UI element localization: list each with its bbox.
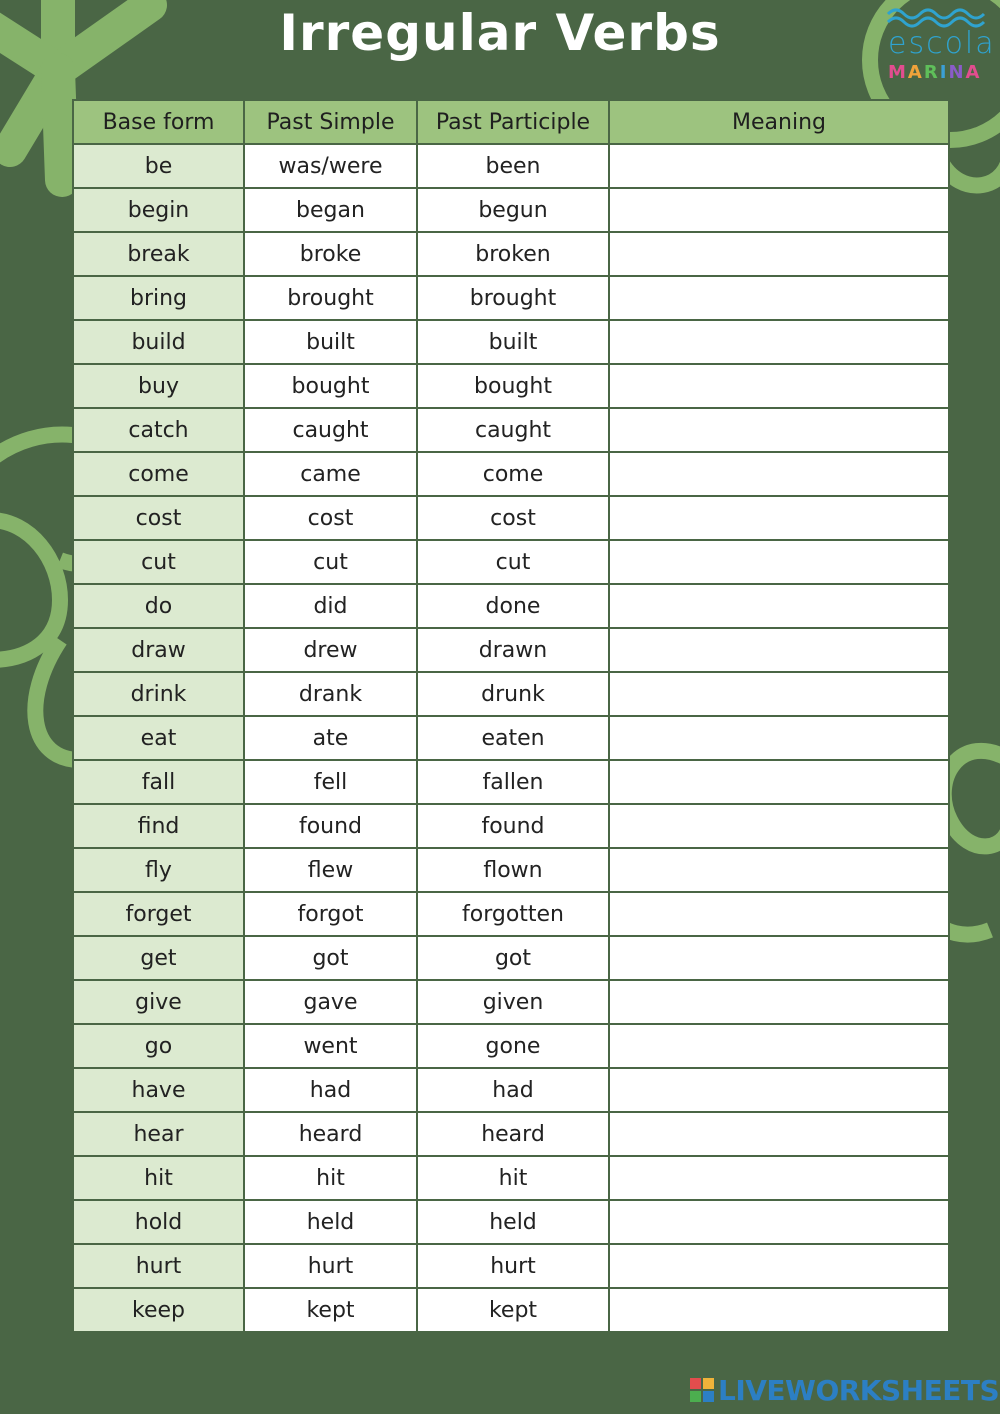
cell-meaning[interactable] bbox=[609, 892, 949, 936]
table-row bbox=[73, 1024, 949, 1068]
table-row bbox=[73, 1244, 949, 1288]
cell-past-simple: flew bbox=[244, 848, 417, 892]
table-row bbox=[73, 892, 949, 936]
cell-past-simple: cut bbox=[244, 540, 417, 584]
cell-meaning[interactable] bbox=[609, 1068, 949, 1112]
cell-past-simple: drew bbox=[244, 628, 417, 672]
cell-past-participle: heard bbox=[417, 1112, 609, 1156]
cell-base-form: cost bbox=[73, 496, 244, 540]
cell-past-participle: cost bbox=[417, 496, 609, 540]
cell-past-participle: cut bbox=[417, 540, 609, 584]
logo-word-marina bbox=[888, 62, 981, 83]
waves-icon bbox=[886, 4, 986, 28]
cell-past-simple: bought bbox=[244, 364, 417, 408]
cell-base-form: drink bbox=[73, 672, 244, 716]
cell-past-simple: broke bbox=[244, 232, 417, 276]
cell-base-form: hit bbox=[73, 1156, 244, 1200]
cell-past-simple: was/were bbox=[244, 144, 417, 188]
cell-meaning[interactable] bbox=[609, 320, 949, 364]
table-row bbox=[73, 1200, 949, 1244]
logo-letter: I bbox=[939, 62, 949, 83]
logo-letter: R bbox=[923, 62, 940, 83]
table-row bbox=[73, 1112, 949, 1156]
cell-past-participle: drawn bbox=[417, 628, 609, 672]
cell-past-participle: got bbox=[417, 936, 609, 980]
table-row bbox=[73, 408, 949, 452]
irregular-verbs-table bbox=[72, 99, 950, 1333]
cell-base-form: hear bbox=[73, 1112, 244, 1156]
table-row bbox=[73, 364, 949, 408]
escola-marina-logo bbox=[882, 4, 996, 84]
table-row bbox=[73, 672, 949, 716]
cell-meaning[interactable] bbox=[609, 716, 949, 760]
cell-past-participle: begun bbox=[417, 188, 609, 232]
table-row bbox=[73, 496, 949, 540]
table-row bbox=[73, 848, 949, 892]
cell-past-simple: ate bbox=[244, 716, 417, 760]
cell-base-form: break bbox=[73, 232, 244, 276]
cell-past-participle: forgotten bbox=[417, 892, 609, 936]
cell-past-participle: found bbox=[417, 804, 609, 848]
cell-past-simple: went bbox=[244, 1024, 417, 1068]
cell-past-participle: kept bbox=[417, 1288, 609, 1332]
cell-meaning[interactable] bbox=[609, 496, 949, 540]
cell-past-participle: given bbox=[417, 980, 609, 1024]
cell-past-simple: began bbox=[244, 188, 417, 232]
cell-past-participle: been bbox=[417, 144, 609, 188]
table-row bbox=[73, 804, 949, 848]
cell-base-form: build bbox=[73, 320, 244, 364]
cell-base-form: begin bbox=[73, 188, 244, 232]
cell-past-simple: caught bbox=[244, 408, 417, 452]
cell-meaning[interactable] bbox=[609, 232, 949, 276]
cell-base-form: forget bbox=[73, 892, 244, 936]
cell-past-participle: done bbox=[417, 584, 609, 628]
header-past-simple: Past Simple bbox=[244, 100, 417, 144]
cell-base-form: draw bbox=[73, 628, 244, 672]
cell-meaning[interactable] bbox=[609, 1156, 949, 1200]
table-row bbox=[73, 1156, 949, 1200]
cell-meaning[interactable] bbox=[609, 1112, 949, 1156]
logo-letter: N bbox=[948, 62, 966, 83]
cell-meaning[interactable] bbox=[609, 276, 949, 320]
cell-meaning[interactable] bbox=[609, 540, 949, 584]
cell-base-form: go bbox=[73, 1024, 244, 1068]
cell-meaning[interactable] bbox=[609, 408, 949, 452]
table-row bbox=[73, 936, 949, 980]
table-row bbox=[73, 320, 949, 364]
table-row bbox=[73, 540, 949, 584]
logo-block bbox=[703, 1391, 714, 1402]
cell-base-form: hold bbox=[73, 1200, 244, 1244]
cell-meaning[interactable] bbox=[609, 1200, 949, 1244]
cell-meaning[interactable] bbox=[609, 144, 949, 188]
cell-base-form: come bbox=[73, 452, 244, 496]
cell-past-participle: fallen bbox=[417, 760, 609, 804]
table-row bbox=[73, 232, 949, 276]
cell-past-simple: cost bbox=[244, 496, 417, 540]
liveworksheets-watermark bbox=[690, 1372, 999, 1408]
cell-meaning[interactable] bbox=[609, 980, 949, 1024]
logo-letter: A bbox=[965, 62, 982, 83]
cell-base-form: bring bbox=[73, 276, 244, 320]
cell-past-simple: gave bbox=[244, 980, 417, 1024]
table-header-row bbox=[73, 100, 949, 144]
cell-meaning[interactable] bbox=[609, 1024, 949, 1068]
cell-base-form: cut bbox=[73, 540, 244, 584]
cell-meaning[interactable] bbox=[609, 672, 949, 716]
cell-base-form: do bbox=[73, 584, 244, 628]
table-row bbox=[73, 980, 949, 1024]
cell-past-simple: heard bbox=[244, 1112, 417, 1156]
cell-meaning[interactable] bbox=[609, 1244, 949, 1288]
liveworksheets-label: LIVEWORKSHEETS bbox=[718, 1373, 1000, 1407]
cell-past-participle: built bbox=[417, 320, 609, 364]
cell-base-form: fly bbox=[73, 848, 244, 892]
table-row bbox=[73, 584, 949, 628]
page-title: Irregular Verbs bbox=[279, 4, 721, 62]
cell-past-participle: caught bbox=[417, 408, 609, 452]
cell-past-participle: held bbox=[417, 1200, 609, 1244]
cell-meaning[interactable] bbox=[609, 188, 949, 232]
table-row bbox=[73, 188, 949, 232]
cell-past-simple: found bbox=[244, 804, 417, 848]
liveworksheets-logo-icon bbox=[690, 1378, 714, 1402]
header-base-form: Base form bbox=[73, 100, 244, 144]
cell-past-participle: brought bbox=[417, 276, 609, 320]
cell-past-simple: kept bbox=[244, 1288, 417, 1332]
cell-meaning[interactable] bbox=[609, 452, 949, 496]
cell-past-simple: forgot bbox=[244, 892, 417, 936]
table-row bbox=[73, 760, 949, 804]
cell-past-participle: hurt bbox=[417, 1244, 609, 1288]
cell-base-form: fall bbox=[73, 760, 244, 804]
table-row bbox=[73, 1288, 949, 1332]
table-row bbox=[73, 144, 949, 188]
cell-meaning[interactable] bbox=[609, 760, 949, 804]
cell-past-simple: did bbox=[244, 584, 417, 628]
cell-past-participle: come bbox=[417, 452, 609, 496]
cell-meaning[interactable] bbox=[609, 936, 949, 980]
logo-block bbox=[690, 1391, 701, 1402]
table-body bbox=[73, 144, 949, 1332]
cell-meaning[interactable] bbox=[609, 364, 949, 408]
cell-base-form: get bbox=[73, 936, 244, 980]
cell-base-form: give bbox=[73, 980, 244, 1024]
cell-meaning[interactable] bbox=[609, 584, 949, 628]
table-row bbox=[73, 276, 949, 320]
table-row bbox=[73, 1068, 949, 1112]
cell-base-form: keep bbox=[73, 1288, 244, 1332]
cell-past-simple: got bbox=[244, 936, 417, 980]
cell-past-participle: bought bbox=[417, 364, 609, 408]
cell-base-form: hurt bbox=[73, 1244, 244, 1288]
cell-base-form: catch bbox=[73, 408, 244, 452]
cell-past-simple: built bbox=[244, 320, 417, 364]
cell-base-form: be bbox=[73, 144, 244, 188]
cell-past-participle: had bbox=[417, 1068, 609, 1112]
cell-past-participle: eaten bbox=[417, 716, 609, 760]
cell-base-form: eat bbox=[73, 716, 244, 760]
logo-letter: M bbox=[888, 62, 908, 83]
logo-block bbox=[690, 1378, 701, 1389]
cell-base-form: have bbox=[73, 1068, 244, 1112]
cell-past-participle: drunk bbox=[417, 672, 609, 716]
cell-past-participle: gone bbox=[417, 1024, 609, 1068]
cell-past-simple: drank bbox=[244, 672, 417, 716]
logo-letter: A bbox=[907, 62, 924, 83]
cell-meaning[interactable] bbox=[609, 804, 949, 848]
cell-past-simple: hurt bbox=[244, 1244, 417, 1288]
cell-past-participle: flown bbox=[417, 848, 609, 892]
cell-past-participle: broken bbox=[417, 232, 609, 276]
cell-past-simple: brought bbox=[244, 276, 417, 320]
header-meaning: Meaning bbox=[609, 100, 949, 144]
table-row bbox=[73, 716, 949, 760]
cell-base-form: find bbox=[73, 804, 244, 848]
cell-past-simple: came bbox=[244, 452, 417, 496]
table-row bbox=[73, 628, 949, 672]
cell-past-participle: hit bbox=[417, 1156, 609, 1200]
cell-past-simple: hit bbox=[244, 1156, 417, 1200]
header-past-participle: Past Participle bbox=[417, 100, 609, 144]
cell-base-form: buy bbox=[73, 364, 244, 408]
cell-meaning[interactable] bbox=[609, 1288, 949, 1332]
cell-past-simple: fell bbox=[244, 760, 417, 804]
logo-word-escola: escola bbox=[888, 26, 996, 61]
logo-block bbox=[703, 1378, 714, 1389]
cell-meaning[interactable] bbox=[609, 628, 949, 672]
table-row bbox=[73, 452, 949, 496]
cell-past-simple: had bbox=[244, 1068, 417, 1112]
cell-meaning[interactable] bbox=[609, 848, 949, 892]
cell-past-simple: held bbox=[244, 1200, 417, 1244]
